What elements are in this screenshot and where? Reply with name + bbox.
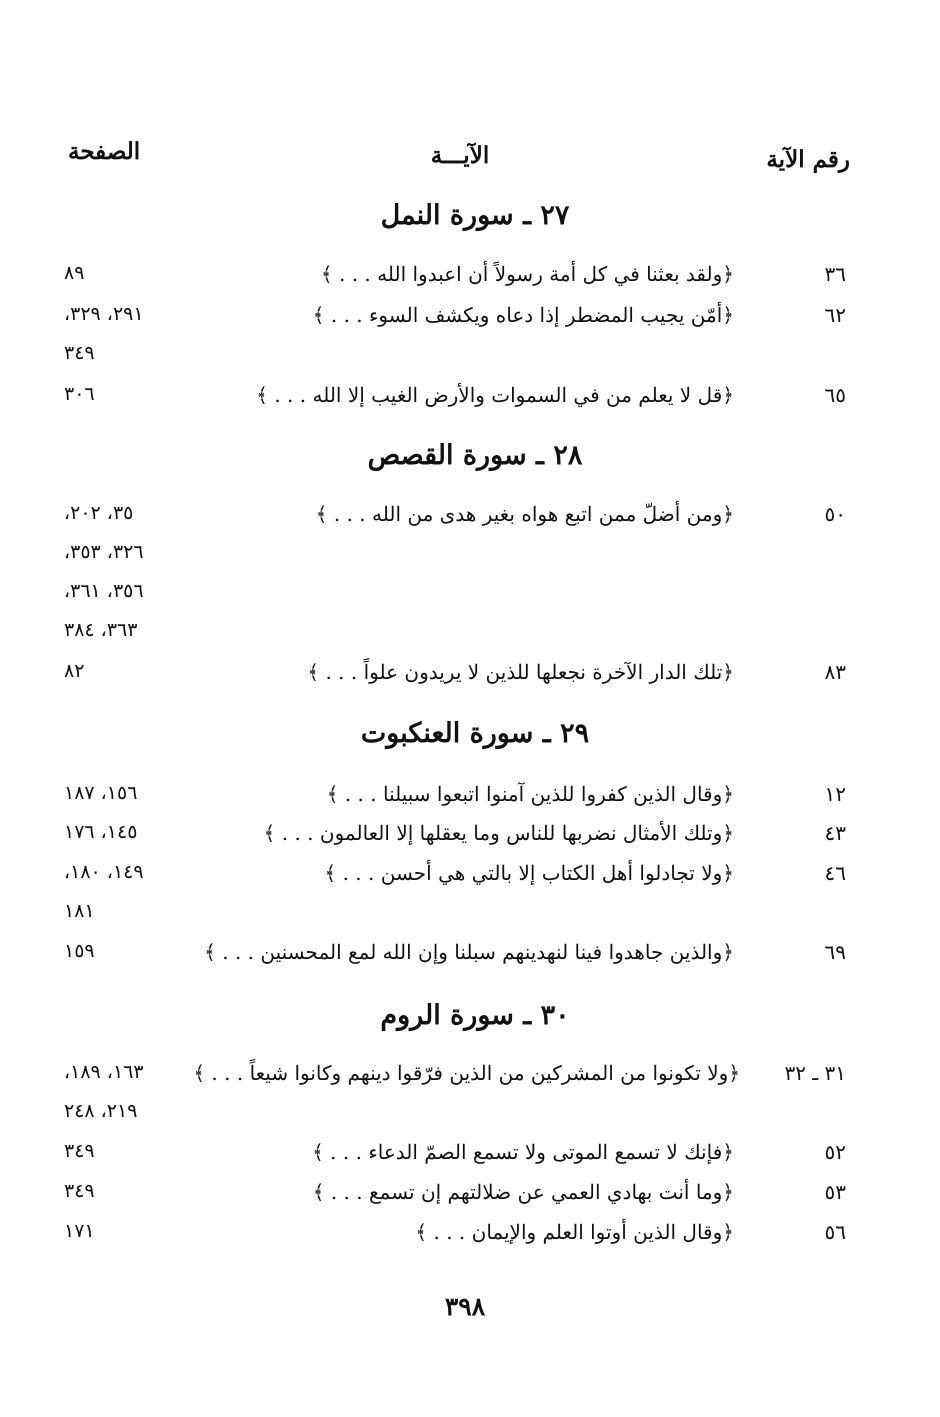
page-ref-line: ١٤٥، ١٧٦ — [64, 821, 138, 843]
index-row — [0, 303, 940, 364]
index-row — [0, 782, 940, 814]
page-refs — [64, 940, 174, 979]
index-row — [0, 821, 940, 853]
page-ref-line: ٣٦٣، ٣٨٤ — [64, 619, 138, 641]
page-ref-line: ١٦٣، ١٨٩، — [64, 1061, 144, 1083]
page-refs — [64, 1180, 174, 1219]
index-row — [0, 1220, 940, 1252]
index-row — [0, 1180, 940, 1212]
ayah-text: ﴿ومن أضلّ ممن اتبع هواه بغير هدى من الله . . . ﴾ — [315, 502, 734, 526]
ayah-number: ٥٠ — [824, 502, 846, 526]
index-row — [0, 1140, 940, 1172]
ayah-number: ٤٣ — [824, 821, 846, 845]
page-refs — [64, 383, 174, 422]
page-ref-line: ٨٢ — [64, 660, 85, 682]
index-row — [0, 502, 940, 641]
surah-heading: ٢٩ ـ سورة العنكبوت — [360, 718, 590, 749]
page-ref-line: ٢٩١، ٣٢٩، — [64, 303, 144, 325]
ayah-number: ١٢ — [824, 782, 846, 806]
ayah-number: ٦٩ — [824, 940, 846, 964]
ayah-number: ٥٣ — [824, 1180, 846, 1204]
column-header-ayah: الآيـــة — [430, 142, 490, 169]
page-ref-line: ١٧١ — [64, 1220, 95, 1242]
ayah-text: ﴿قل لا يعلم من في السموات والأرض الغيب إلا الله . . . ﴾ — [256, 383, 734, 407]
index-row — [0, 1061, 940, 1122]
column-header-ayah-number: رقم الآية — [766, 146, 850, 173]
page-number: ٣٩٨ — [444, 1292, 486, 1321]
page-ref-line: ١٥٦، ١٨٧ — [64, 782, 138, 804]
ayah-text: ﴿تلك الدار الآخرة نجعلها للذين لا يريدون علواً . . . ﴾ — [307, 660, 734, 684]
page-ref-line: ٣٠٦ — [64, 383, 95, 405]
page-ref-line: ١٤٩، ١٨٠، — [64, 861, 144, 883]
ayah-text: ﴿وتلك الأمثال نضربها للناس وما يعقلها إلا العالمون . . . ﴾ — [263, 821, 734, 845]
index-row — [0, 262, 940, 294]
surah-heading: ٢٨ ـ سورة القصص — [367, 440, 583, 471]
ayah-number: ٦٢ — [824, 303, 846, 327]
page-refs — [64, 861, 174, 939]
index-row — [0, 383, 940, 415]
ayah-text: ﴿ولا تكونوا من المشركين من الذين فرّقوا دينهم وكانوا شيعاً . . . ﴾ — [193, 1061, 740, 1085]
ayah-number: ٨٣ — [824, 660, 846, 684]
page-refs — [64, 303, 174, 381]
page-ref-line: ٣٥٦، ٣٦١، — [64, 580, 144, 602]
ayah-number: ٣٦ — [824, 262, 846, 286]
ayah-text: ﴿ولقد بعثنا في كل أمة رسولاً أن اعبدوا الله . . . ﴾ — [320, 262, 734, 286]
column-header-page: الصفحة — [68, 138, 141, 165]
ayah-text: ﴿فإنك لا تسمع الموتى ولا تسمع الصمّ الدعاء . . . ﴾ — [312, 1140, 734, 1164]
ayah-text: ﴿وما أنت بهادي العمي عن ضلالتهم إن تسمع . . . ﴾ — [312, 1180, 734, 1204]
page-refs — [64, 1061, 174, 1139]
ayah-number: ٤٦ — [824, 861, 846, 885]
page-ref-line: ٢١٩، ٢٤٨ — [64, 1100, 138, 1122]
ayah-text: ﴿وقال الذين أوتوا العلم والإيمان . . . ﴾ — [415, 1220, 734, 1244]
ayah-number: ٥٢ — [824, 1140, 846, 1164]
index-row — [0, 660, 940, 692]
page-ref-line: ٣٥، ٢٠٢، — [64, 502, 134, 524]
ayah-number: ٦٥ — [824, 383, 846, 407]
index-row — [0, 861, 940, 922]
page-ref-line: ١٥٩ — [64, 940, 95, 962]
ayah-text: ﴿ولا تجادلوا أهل الكتاب إلا بالتي هي أحسن . . . ﴾ — [324, 861, 734, 885]
page-ref-line: ٣٤٩ — [64, 1180, 95, 1202]
page-refs — [64, 660, 174, 699]
page-refs — [64, 502, 174, 658]
surah-heading: ٢٧ ـ سورة النمل — [380, 200, 570, 231]
ayah-text: ﴿والذين جاهدوا فينا لنهدينهم سبلنا وإن الله لمع المحسنين . . . ﴾ — [204, 940, 734, 964]
ayah-number: ٣١ ـ ٣٢ — [784, 1061, 846, 1085]
ayah-number: ٥٦ — [824, 1220, 846, 1244]
page-refs — [64, 782, 174, 821]
page-ref-line: ٨٩ — [64, 262, 85, 284]
page-refs — [64, 821, 174, 860]
ayah-text: ﴿وقال الذين كفروا للذين آمنوا اتبعوا سبيلنا . . . ﴾ — [326, 782, 734, 806]
page-ref-line: ٣٤٩ — [64, 342, 95, 364]
page-refs — [64, 1220, 174, 1259]
page-ref-line: ١٨١ — [64, 900, 95, 922]
ayah-text: ﴿أمّن يجيب المضطر إذا دعاه ويكشف السوء . . . ﴾ — [312, 303, 734, 327]
page-refs — [64, 1140, 174, 1179]
page-ref-line: ٣٢٦، ٣٥٣، — [64, 541, 144, 563]
surah-heading: ٣٠ ـ سورة الروم — [380, 1000, 570, 1031]
page-ref-line: ٣٤٩ — [64, 1140, 95, 1162]
index-row — [0, 940, 940, 972]
page-refs — [64, 262, 174, 301]
